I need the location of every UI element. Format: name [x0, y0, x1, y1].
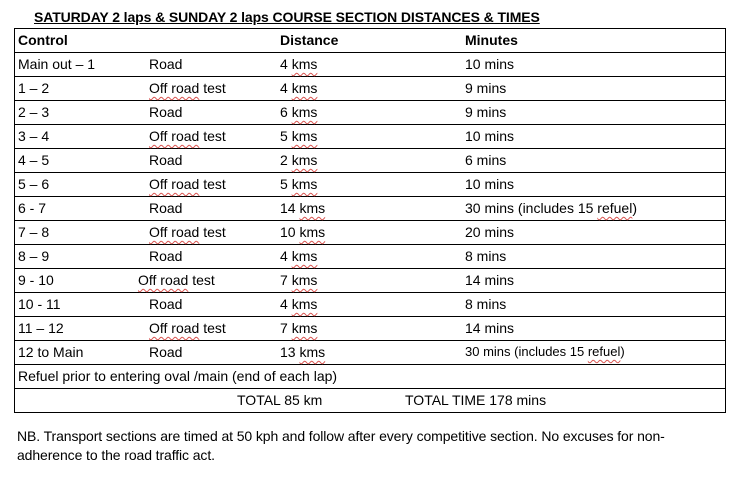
minutes-cell: 8 mins [465, 248, 507, 264]
section-type-cell: Road [149, 56, 183, 72]
minutes-cell: 9 mins [465, 80, 507, 96]
distance-cell: 4 kms [280, 296, 318, 312]
control-cell: 6 - 7 [18, 200, 47, 216]
control-cell: 7 – 8 [18, 224, 50, 240]
minutes-cell: 8 mins [465, 296, 507, 312]
table-row [15, 293, 726, 317]
table-row [15, 53, 726, 77]
table-row [15, 245, 726, 269]
section-type-cell: Off road test [149, 176, 226, 192]
control-cell: Main out – 1 [18, 56, 96, 72]
header-minutes: Minutes [465, 32, 518, 48]
section-type-cell: Off road test [149, 80, 226, 96]
minutes-cell: 10 mins [465, 128, 515, 144]
minutes-cell: 9 mins [465, 104, 507, 120]
table-header-row [15, 29, 726, 53]
distance-cell: 4 kms [280, 56, 318, 72]
section-type-cell: Off road test [149, 224, 226, 240]
control-cell: 12 to Main [18, 344, 84, 360]
control-cell: 10 - 11 [18, 296, 61, 312]
section-type-cell: Road [149, 248, 183, 264]
control-cell: 8 – 9 [18, 248, 50, 264]
total-time: TOTAL TIME 178 mins [405, 392, 547, 408]
refuel-note: Refuel prior to entering oval /main (end of each lap) [18, 368, 338, 384]
header-control: Control [18, 32, 68, 48]
table-row [15, 197, 726, 221]
minutes-cell: 10 mins [465, 56, 515, 72]
control-cell: 4 – 5 [18, 152, 50, 168]
footnote: NB. Transport sections are timed at 50 kph and follow after every competitive section. No excuses for non-adherence to the road traffic act. [17, 428, 665, 463]
course-table [14, 28, 726, 413]
distance-cell: 6 kms [280, 104, 318, 120]
distance-cell: 2 kms [280, 152, 318, 168]
minutes-cell: 14 mins [465, 272, 515, 288]
distance-cell: 13 kms [280, 344, 326, 360]
total-distance: TOTAL 85 km [237, 392, 323, 408]
section-type-cell: Road [149, 344, 183, 360]
distance-cell: 14 kms [280, 200, 326, 216]
table-row [15, 125, 726, 149]
minutes-cell: 6 mins [465, 152, 507, 168]
table-row [15, 101, 726, 125]
section-type-cell: Off road test [149, 128, 226, 144]
section-type-cell: Road [149, 296, 183, 312]
section-type-cell: Road [149, 200, 183, 216]
section-type-cell: Road [149, 104, 183, 120]
minutes-cell: 20 mins [465, 224, 515, 240]
control-cell: 2 – 3 [18, 104, 50, 120]
control-cell: 5 – 6 [18, 176, 50, 192]
distance-cell: 10 kms [280, 224, 326, 240]
table-row [15, 341, 726, 365]
minutes-cell: 30 mins (includes 15 refuel) [465, 344, 625, 359]
table-row [15, 269, 726, 293]
minutes-cell: 10 mins [465, 176, 515, 192]
distance-cell: 5 kms [280, 176, 318, 192]
distance-cell: 7 kms [280, 320, 318, 336]
control-cell: 1 – 2 [18, 80, 50, 96]
section-type-cell: Off road test [149, 320, 226, 336]
table-row [15, 317, 726, 341]
distance-cell: 4 kms [280, 248, 318, 264]
minutes-cell: 14 mins [465, 320, 515, 336]
distance-cell: 5 kms [280, 128, 318, 144]
table-row [15, 221, 726, 245]
table-row [15, 77, 726, 101]
header-distance: Distance [280, 32, 339, 48]
totals-row [15, 389, 726, 413]
refuel-row [15, 365, 726, 389]
minutes-cell: 30 mins (includes 15 refuel) [465, 200, 637, 216]
distance-cell: 4 kms [280, 80, 318, 96]
control-cell: 11 – 12 [18, 320, 64, 336]
section-type-cell: Road [149, 152, 183, 168]
table-row [15, 173, 726, 197]
control-cell: 9 - 10 [18, 272, 54, 288]
control-cell: 3 – 4 [18, 128, 50, 144]
page-title: SATURDAY 2 laps & SUNDAY 2 laps COURSE SECTION DISTANCES & TIMES [34, 9, 540, 25]
distance-cell: 7 kms [280, 272, 318, 288]
section-type-cell: Off road test [138, 272, 215, 288]
table-row [15, 149, 726, 173]
